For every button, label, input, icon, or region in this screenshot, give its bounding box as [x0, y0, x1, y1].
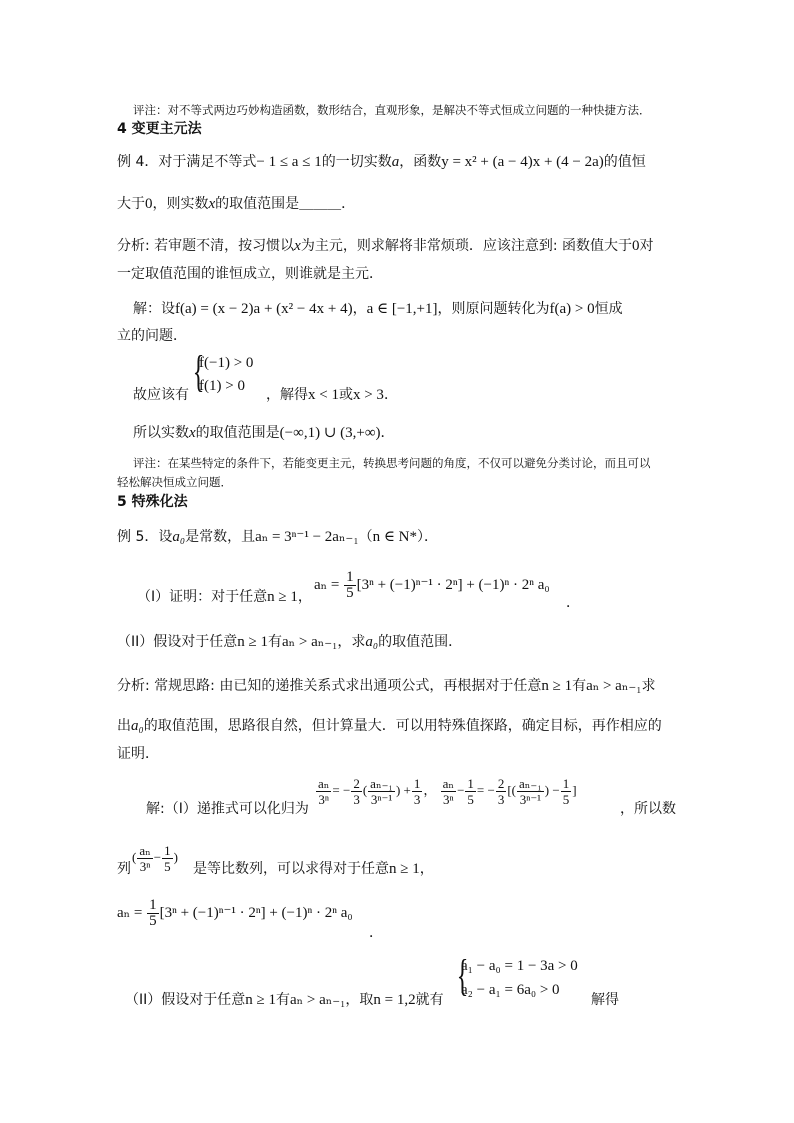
math-op: ) − — [544, 782, 560, 798]
text: ， — [352, 301, 367, 317]
fraction — [368, 776, 395, 807]
formula-geometric: ( $\frac{\text{aₙ}}{\text{3ⁿ}}$ − $\frac{1}{5}$ ) — [132, 843, 178, 874]
text: 为主元，则求解将非常烦琐．应该注意到: 函数值大于 — [300, 238, 633, 254]
text: 列 — [117, 861, 131, 877]
math-values: n = 1,2 — [373, 992, 416, 1008]
fraction — [517, 776, 544, 807]
text: ，则原问题转化为 — [437, 301, 550, 317]
text: （II）假设对于任意 — [125, 992, 246, 1008]
math-var: a₀ — [172, 529, 186, 545]
text: ， — [423, 782, 437, 798]
math-inequality: x < 1 — [308, 387, 339, 403]
denominator: 5 — [346, 585, 354, 601]
text: 的值恒 — [603, 154, 646, 170]
text: ，所以数 — [620, 801, 676, 817]
denominator: 5 — [164, 859, 171, 874]
math-function: f(a) = (x − 2)a + (x² − 4x + 4) — [175, 301, 353, 317]
text: 有 — [268, 634, 282, 650]
fraction — [496, 776, 507, 807]
text: 有 — [572, 678, 587, 694]
fraction — [344, 570, 356, 601]
comment-text: 评注：对不等式两边巧妙构造函数，数形结合，直观形象，是解决不等式恒成立问题的一种快捷方法． — [133, 103, 651, 117]
math-op: − — [457, 782, 465, 798]
math-inequality: f(a) > 0 — [549, 301, 595, 317]
text: 所以实数 — [133, 425, 189, 441]
math-zero: 0 — [145, 196, 153, 212]
denominator: 3 — [497, 792, 505, 807]
text: 的取值范围，思路很自然，但计算量大．可以用特殊值探路，确定目标，再作相应的 — [143, 718, 662, 734]
numerator: 1 — [149, 897, 157, 913]
math-inequality: aₙ > aₙ₋₁ — [290, 992, 346, 1008]
text: 的一切实数 — [321, 154, 392, 170]
section-heading: 5 特殊化法 — [117, 494, 188, 510]
numerator: 1 — [413, 776, 421, 791]
example-5-line1 — [117, 528, 438, 546]
solution-5-part2 — [125, 991, 444, 1009]
period: ． — [369, 925, 383, 941]
math-rhs: [3ⁿ + (−1)ⁿ⁻¹ · 2ⁿ] + (−1)ⁿ · 2ⁿ a₀ — [356, 576, 550, 593]
denominator: 3ⁿ⁻¹ — [370, 792, 393, 807]
math-op: = − — [476, 782, 495, 798]
text: 解：设 — [133, 301, 175, 317]
math-inequality: n ≥ 1 — [389, 861, 420, 877]
math-inequality: n ≥ 1 — [245, 992, 276, 1008]
formula-an — [117, 898, 353, 929]
system-eq-2: f(1) > 0 — [199, 378, 245, 394]
math-recurrence: aₙ = 3ⁿ⁻¹ − 2aₙ₋₁ — [255, 529, 359, 545]
math-lhs: aₙ = — [314, 576, 340, 593]
text: 是等比数列，可以求得对于任意 — [193, 861, 389, 877]
text: （ — [358, 529, 373, 545]
text: （I）证明：对于任意 — [137, 589, 268, 605]
fraction — [351, 776, 362, 807]
denominator: 3ⁿ — [318, 792, 329, 807]
math-domain: n ∈ N* — [372, 529, 418, 545]
text: ，解得 — [266, 387, 308, 403]
math-op: ) + — [395, 782, 411, 798]
text: ，函数 — [399, 154, 442, 170]
numerator: 1 — [467, 776, 474, 791]
text: 或 — [338, 387, 353, 403]
system-eq-1: a₁ − a₀ = 1 − 3a > 0 — [461, 958, 578, 974]
analysis-5-line2 — [117, 717, 662, 735]
text: 例 5．设 — [117, 529, 173, 545]
text: 求 — [641, 678, 656, 694]
text: 对 — [639, 238, 654, 254]
math-domain: a ∈ [−1,+1] — [366, 301, 438, 317]
text: 是常数，且 — [185, 529, 256, 545]
numerator: 1 — [346, 569, 354, 585]
fraction — [465, 776, 476, 807]
comment-text: 轻松解决恒成立问题． — [117, 475, 232, 489]
text: 分析: 若审题不清，按习惯以 — [117, 238, 295, 254]
denominator: 5 — [467, 792, 474, 807]
example-4-line1 — [117, 153, 646, 171]
solution-5-intro: 解:（I）递推式可以化归为 — [146, 801, 309, 817]
denominator: 3 — [353, 792, 360, 807]
text: 的取值范围是＿＿＿． — [215, 196, 356, 212]
math-interval: (−∞,1) ∪ (3,+∞) — [279, 425, 381, 441]
left-brace: { — [192, 347, 205, 396]
left-brace: { — [456, 951, 469, 1000]
text: 解得 — [591, 992, 619, 1008]
math-var: a — [391, 154, 400, 170]
text: 就有 — [415, 992, 444, 1008]
text: ，求 — [337, 634, 366, 650]
math-var: a₀ — [131, 718, 144, 734]
numerator: aₙ₋₁ — [370, 776, 393, 791]
text: ． — [380, 425, 395, 441]
math-inequality: n ≥ 1 — [541, 678, 573, 694]
section-heading: 4 变更主元法 — [117, 121, 202, 137]
numerator: aₙ — [139, 843, 151, 858]
math-var: x — [294, 238, 301, 254]
text: 大于 — [117, 196, 145, 212]
example-5-part2 — [117, 633, 462, 651]
text: ． — [383, 387, 398, 403]
analysis-4-line1 — [117, 237, 654, 255]
denominator: 5 — [562, 792, 570, 807]
math-inequality: n ≥ 1 — [267, 589, 298, 605]
text: 的取值范围． — [378, 634, 463, 650]
numerator: 2 — [353, 776, 360, 791]
math-inequality: aₙ > aₙ₋₁ — [586, 678, 642, 694]
system-eq-2: a₂ − a₁ = 6a₀ > 0 — [461, 982, 560, 998]
fraction — [561, 776, 572, 807]
math-op: − — [153, 849, 162, 865]
text: 例 4．对于满足不等式 — [117, 154, 257, 170]
text: 的取值范围是 — [195, 425, 280, 441]
solution-4-answer — [133, 424, 395, 442]
fraction — [316, 776, 331, 807]
text: 恒成 — [594, 301, 623, 317]
text: 有 — [276, 992, 290, 1008]
example-5-part1 — [137, 588, 312, 606]
solution-4-line2: 立的问题． — [117, 328, 187, 344]
numerator: 1 — [562, 776, 570, 791]
text: ，取 — [345, 992, 374, 1008]
text: 出 — [117, 718, 131, 734]
math-var: x — [208, 196, 216, 212]
numerator: aₙ — [442, 776, 455, 791]
numerator: 1 — [164, 843, 171, 858]
math-lhs: aₙ = — [117, 904, 143, 921]
solution-4-result — [266, 386, 398, 404]
analysis-5-line1 — [117, 677, 655, 695]
math-inequality: x > 3 — [352, 387, 384, 403]
example-4-line2 — [117, 195, 355, 213]
denominator: 3ⁿ⁻¹ — [519, 792, 542, 807]
system-eq-1: f(−1) > 0 — [199, 355, 254, 371]
numerator: 2 — [497, 776, 505, 791]
math-var: a₀ — [365, 634, 379, 650]
formula-transform: $\frac{\text{aₙ}}{\text{3ⁿ}}$ = − $\frac{2}{3}$ ( $\frac{\text{aₙ₋₁}}{\text{3ⁿ⁻¹}}$ ) + $\frac{1}{3}$ ， $\frac{\text{aₙ}}{\text{3ⁿ}}$ − $\frac{1}{5}$ = − $\frac{2}{3}$ [( $\frac{\text{aₙ₋₁}}{\text{3ⁿ⁻¹}}$ ) − $\frac{1}{5}$ ] — [318, 776, 577, 807]
analysis-4-line2: 一定取值范围的谁恒成立，则谁就是主元． — [117, 266, 383, 282]
denominator: 3ⁿ — [443, 792, 454, 807]
denominator: 5 — [149, 913, 157, 929]
denominator: 3 — [413, 792, 421, 807]
fraction — [412, 776, 423, 807]
text: ）． — [417, 529, 439, 545]
fraction — [441, 776, 456, 807]
math-rhs: [3ⁿ + (−1)ⁿ⁻¹ · 2ⁿ] + (−1)ⁿ · 2ⁿ a₀ — [159, 904, 353, 921]
math-inequality: − 1 ≤ a ≤ 1 — [256, 154, 322, 170]
fraction — [137, 843, 152, 874]
text: ， — [419, 861, 434, 877]
solution-4-hence: 故应该有 — [133, 387, 189, 403]
text: （II）假设对于任意 — [117, 634, 238, 650]
solution-5-line2 — [193, 860, 434, 878]
comment-text: 评注：在某些特定的条件下，若能变更主元，转换思考问题的角度，不仅可以避免分类讨论，而且可以 — [133, 456, 651, 470]
text: ，则实数 — [152, 196, 209, 212]
text: 分析: 常规思路: 由已知的递推关系式求出通项公式，再根据对于任意 — [117, 678, 542, 694]
math-inequality: aₙ > aₙ₋₁ — [282, 634, 338, 650]
denominator: 3ⁿ — [139, 859, 151, 874]
text: ， — [297, 589, 312, 605]
math-function: y = x² + (a − 4)x + (4 − 2a) — [441, 154, 604, 170]
math-op: = − — [332, 782, 351, 798]
formula-an — [314, 570, 550, 601]
math-var: x — [189, 425, 196, 441]
period: ． — [566, 595, 580, 611]
math-zero: 0 — [632, 238, 640, 254]
analysis-5-line3: 证明． — [117, 746, 159, 762]
solution-4-line1 — [133, 300, 623, 318]
fraction — [162, 843, 173, 874]
numerator: aₙ₋₁ — [519, 776, 542, 791]
numerator: aₙ — [318, 776, 330, 791]
fraction — [147, 898, 159, 929]
math-inequality: n ≥ 1 — [237, 634, 268, 650]
